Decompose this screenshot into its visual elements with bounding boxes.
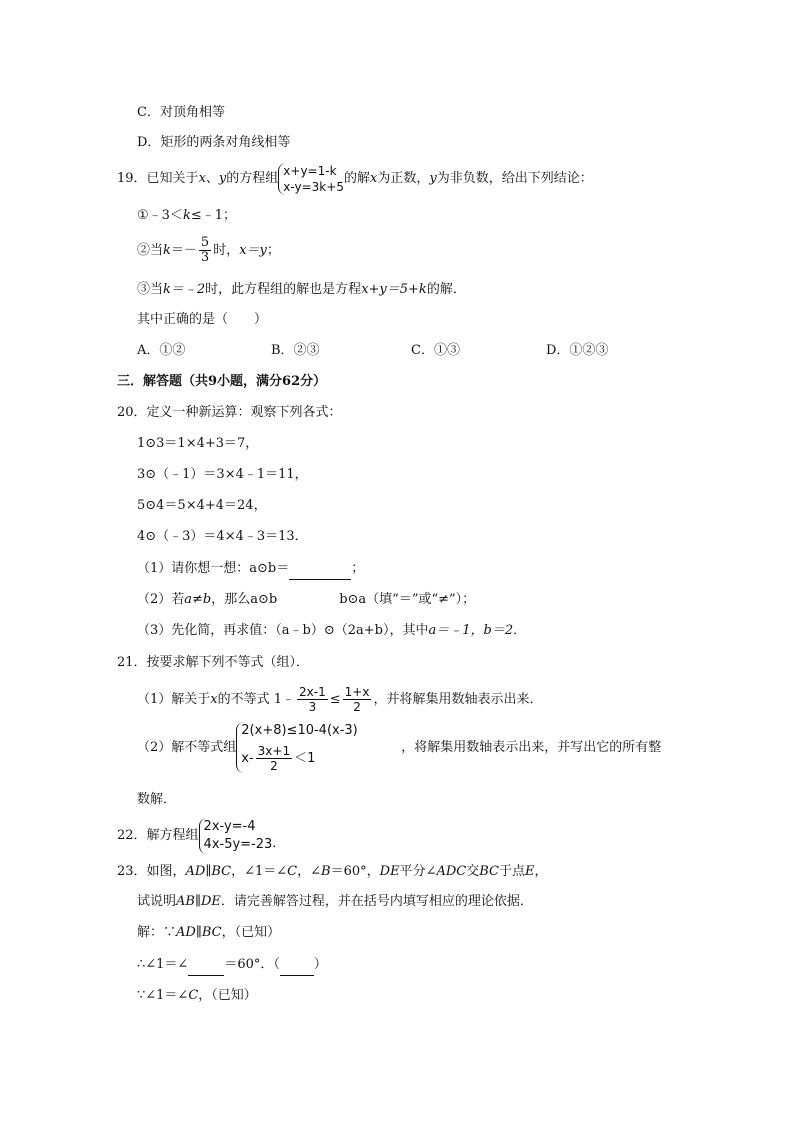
q21-frac-den: 2 (270, 759, 278, 773)
q23-text: ＝60°， (330, 864, 380, 879)
q19-text: ； (266, 243, 280, 258)
q23-text: ADC (436, 864, 467, 879)
q23-text: ．请完善解答过程，并在括号内填写相应的理论依据． (220, 894, 533, 909)
q23-line-1 (117, 862, 548, 882)
q23-reason-blank[interactable] (280, 955, 314, 976)
q19-statement-1 (137, 206, 236, 226)
q19-var-y: y (218, 171, 227, 186)
q20-text: （3）先化简，再求值：（a﹣b）⊙（2a+b），其中 (137, 623, 429, 638)
q21-text: （1）解关于 (137, 692, 211, 707)
q23-text: C (188, 988, 199, 1003)
q20-example-3: 5⊙4＝5×4+4＝24， (137, 498, 267, 513)
q19-sep: 、 (205, 171, 219, 186)
q21-var-x: x (210, 692, 218, 707)
q19-ask: 其中正确的是（ ） (137, 312, 268, 327)
q19-text: ②当 (137, 243, 164, 258)
q21-ineq-2 (241, 744, 379, 773)
q21-frac-den: 3 (308, 700, 317, 714)
q23-line-5 (137, 986, 257, 1006)
q23-line-4 (137, 955, 327, 976)
q21-ineq-fraction (256, 744, 292, 773)
q19-frac-den: 3 (200, 250, 210, 265)
q19-text: x+y＝5+k (361, 282, 427, 297)
q19-text: 时， (213, 243, 240, 258)
q23-text: AD∥BC (185, 864, 232, 879)
q22-eq1: 2x-y=-4 (203, 819, 256, 834)
q21-frac-num: 3x+1 (257, 744, 291, 758)
q23-text: B (321, 864, 331, 879)
q19-statement-3 (137, 280, 466, 300)
q19-statement-2 (137, 236, 280, 266)
q20-answer-blank[interactable] (289, 559, 351, 580)
q22-stem (117, 818, 285, 854)
q21-title: 21．按要求解下列不等式（组）． (117, 655, 310, 670)
q23-text: 交 (466, 864, 480, 879)
q20-text: （1）请你想一想：a⊙b＝ (137, 561, 290, 576)
q23-line-3 (137, 923, 280, 943)
q23-text: 23．如图， (117, 864, 186, 879)
q23-text: ＝60°．（ (224, 957, 280, 972)
q19-eq1: x+y=1-k (283, 163, 337, 178)
q22-text: 22．解方程组 (117, 828, 199, 843)
q23-text: DE (379, 864, 400, 879)
q23-text: ，（已知） (221, 925, 281, 940)
q21-text: （2）解不等式组 (137, 739, 237, 755)
q21-part-1 (137, 683, 542, 717)
q19-equation-system (278, 163, 344, 195)
q23-text: ） (313, 957, 327, 972)
q23-text: 平分∠ (399, 864, 437, 879)
q21-text: 的不等式 1﹣ (217, 692, 296, 707)
q23-text: BC (479, 864, 499, 879)
q20-example-4: 4⊙（﹣3）＝4×4﹣3＝13． (137, 529, 308, 544)
q19-text: x＝y (239, 243, 267, 258)
q23-text: ∵∠1＝∠ (137, 988, 189, 1003)
q21-fraction-2 (343, 685, 372, 714)
q23-text: 试说明 (137, 894, 177, 909)
q19-stem (117, 162, 593, 196)
q21-ineq-1: 2(x+8)≤10-4(x-3) (241, 723, 358, 738)
q20-part-1 (137, 559, 364, 580)
q23-text: ，（已知） (198, 988, 257, 1003)
q22-eq2: 4x-5y=-23 (203, 837, 273, 852)
q21-fraction-1 (297, 685, 328, 714)
q19-frac-num: 5 (200, 235, 210, 250)
q19-text: 的方程组 (226, 171, 279, 186)
q20-example-2: 3⊙（﹣1）＝3×4﹣1＝11， (137, 467, 308, 482)
q19-text: ①﹣3＜ (137, 208, 183, 223)
q19-text: 为正数， (377, 171, 430, 186)
q19-text: ③当 (137, 282, 164, 297)
q19-fraction (199, 236, 211, 265)
q20-text: a＝﹣1，b＝2 (428, 623, 514, 638)
q23-text: ，∠ (297, 864, 322, 879)
q19-text: 的解 (343, 171, 370, 186)
q21-inequality-system (236, 722, 379, 773)
q19-option-b: B．②③ (271, 343, 320, 358)
q23-text: E (525, 864, 535, 879)
q19-var-x: x (369, 171, 378, 186)
q19-number: 19． (117, 171, 147, 186)
q23-line-2 (137, 892, 533, 912)
q19-text: ＝－ (170, 243, 197, 258)
q19-var-x: x (198, 171, 206, 186)
q19-text: k＝﹣2 (163, 282, 206, 297)
q19-text: 为非负数，给出下列结论： (436, 171, 593, 186)
q19-text: ≤﹣1； (190, 208, 236, 223)
q21-text: ＜1 (294, 751, 316, 766)
q20-text: （2）若 (137, 592, 185, 607)
q23-angle-blank[interactable] (188, 955, 224, 976)
q20-text: ，那么a⊙b (211, 592, 278, 607)
q23-text: ， (534, 864, 548, 879)
q19-option-d: D．①②③ (546, 343, 609, 358)
q22-text: ． (272, 836, 286, 851)
q21-text: ≤ (329, 692, 341, 707)
q21-frac-den: 2 (353, 700, 361, 714)
q21-text: ，并将解集用数轴表示出来． (373, 692, 543, 707)
q20-text: a≠b (184, 592, 212, 607)
q21-frac-num: 2x-1 (299, 685, 326, 699)
q23-text: 于点 (499, 864, 526, 879)
q20-example-1: 1⊙3＝1×4+3＝7， (137, 436, 259, 451)
q23-text: AD∥BC (176, 925, 222, 940)
q23-text: C (287, 864, 298, 879)
q21-part-2-cont: 数解． (137, 792, 177, 807)
q18-option-c: C．对顶角相等 (137, 105, 225, 120)
q20-answer-space[interactable] (277, 590, 339, 610)
q23-text: 解：∵ (137, 925, 177, 940)
q19-text: 已知关于 (146, 171, 199, 186)
q19-var-y: y (429, 171, 437, 186)
q19-var-k: k (163, 243, 171, 258)
q20-text: ； (351, 561, 365, 576)
q23-text: ，∠1＝∠ (231, 864, 288, 879)
q19-option-a: A．①② (137, 343, 186, 358)
q20-text: b⊙a（填“＝”或“≠”）； (339, 592, 476, 607)
q21-part-2 (137, 722, 661, 773)
q22-equation-system (199, 818, 273, 854)
q19-option-c: C．①③ (411, 343, 460, 358)
q19-eq2: x-y=3k+5 (283, 179, 344, 194)
q21-text: ，将解集用数轴表示出来，并写出它的所有整 (401, 739, 662, 755)
q20-text: ． (513, 623, 527, 638)
q19-text: 时，此方程组的解也是方程 (205, 282, 362, 297)
q20-part-3 (137, 621, 526, 641)
q21-frac-num: 1+x (344, 685, 370, 699)
q20-title: 20．定义一种新运算：观察下列各式： (117, 405, 342, 420)
q23-text: ∴∠1＝∠ (137, 957, 189, 972)
q23-text: AB∥DE (176, 894, 221, 909)
section-heading: 三．解答题（共9小题，满分62分） (117, 374, 327, 389)
q20-part-2 (137, 590, 475, 610)
q19-var-k: k (182, 208, 191, 223)
q18-option-d: D．矩形的两条对角线相等 (137, 135, 291, 150)
q19-text: 的解． (426, 282, 466, 297)
q21-text: x- (241, 751, 254, 766)
